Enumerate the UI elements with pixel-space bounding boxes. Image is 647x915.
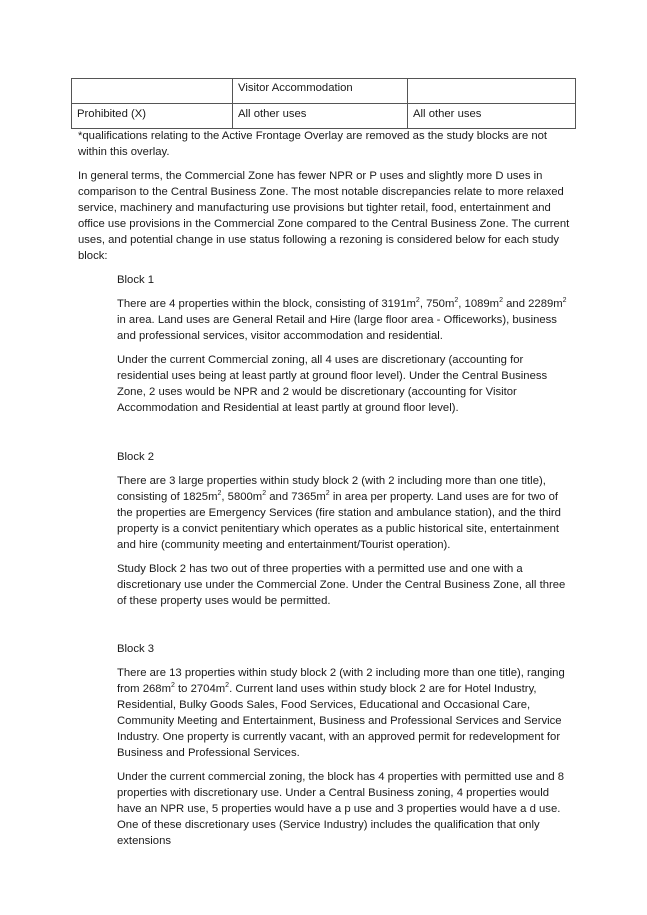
- footnote: *qualifications relating to the Active Frontage Overlay are removed as the study blocks are not within this overlay.: [78, 130, 548, 158]
- table-cell: All other uses: [233, 104, 408, 129]
- table-cell: Prohibited (X): [72, 104, 233, 129]
- block1-heading: Block 1: [117, 274, 155, 286]
- table-row: [72, 104, 576, 129]
- block2-paragraph-2: Study Block 2 has two out of three properties with a permitted use and one with a discretionary use under the Commercial Zone. Under the Central Business Zone, all three of these property uses would be permitted.: [117, 563, 566, 607]
- block2-paragraph-1: There are 3 large properties within study block 2 (with 2 including more than one title), consisting of $1825m^2$, $5800m^2$ and $7365m^2$ in area per property. Land uses are for two of the properties are Emergency Services (fire station and ambulance station), and the third property is a convict penitentiary which operates as a public historical site, entertainment and hire (community meeting and entertainment/Tourist operation).: [117, 475, 561, 551]
- table-cell: [408, 79, 576, 104]
- table-cell: Visitor Accommodation: [233, 79, 408, 104]
- table-cell: [72, 79, 233, 104]
- block3-heading: Block 3: [117, 643, 155, 655]
- block2-heading: Block 2: [117, 451, 155, 463]
- block1-paragraph-2: Under the current Commercial zoning, all 4 uses are discretionary (accounting for residential uses being at least partly at ground floor level). Under the Central Business Zone, 2 uses would be NPR and 2 would be discretionary (accounting for Visitor Accommodation and Residential at least partly at ground floor level).: [117, 354, 548, 414]
- intro-paragraph: In general terms, the Commercial Zone has fewer NPR or P uses and slightly more D uses in comparison to the Central Business Zone. The most notable discrepancies relate to more relaxed service, machinery and manufacturing use provisions but tighter retail, food, entertainment and office use provisions in the Commercial Zone compared to the Central Business Zone. The current uses, and potential change in use status following a rezoning is considered below for each study block:: [78, 170, 570, 262]
- block1-paragraph-1: There are 4 properties within the block, consisting of $3191m^2$, $750m^2$, $1089m^2$ and $2289m^2$ in area. Land uses are General Retail and Hire (large floor area - Officeworks), business and professional services, visitor accommodation and residential.: [117, 297, 567, 342]
- table-row: [72, 79, 576, 104]
- table-cell: All other uses: [408, 104, 576, 129]
- block3-paragraph-2: Under the current commercial zoning, the block has 4 properties with permitted use and 8 properties with discretionary use. Under a Central Business zoning, 4 properties would have an NPR use, 5 properties would have a p use and 3 properties would have a d use. One of these discretionary uses (Service Industry) includes the qualification that only extensions: [117, 771, 565, 847]
- use-table: [71, 78, 576, 129]
- block3-paragraph-1: There are 13 properties within study block 2 (with 2 including more than one title), ranging from $268m^2$ to $2704m^2$. Current land uses within study block 2 are for Hotel Industry, Residential, Bulky Goods Sales, Food Services, Educational and Occasional Care, Community Meeting and Entertainment, Business and Professional Services and Service Industry. One property is currently vacant, with an approved permit for redevelopment for Business and Professional Services.: [117, 667, 565, 759]
